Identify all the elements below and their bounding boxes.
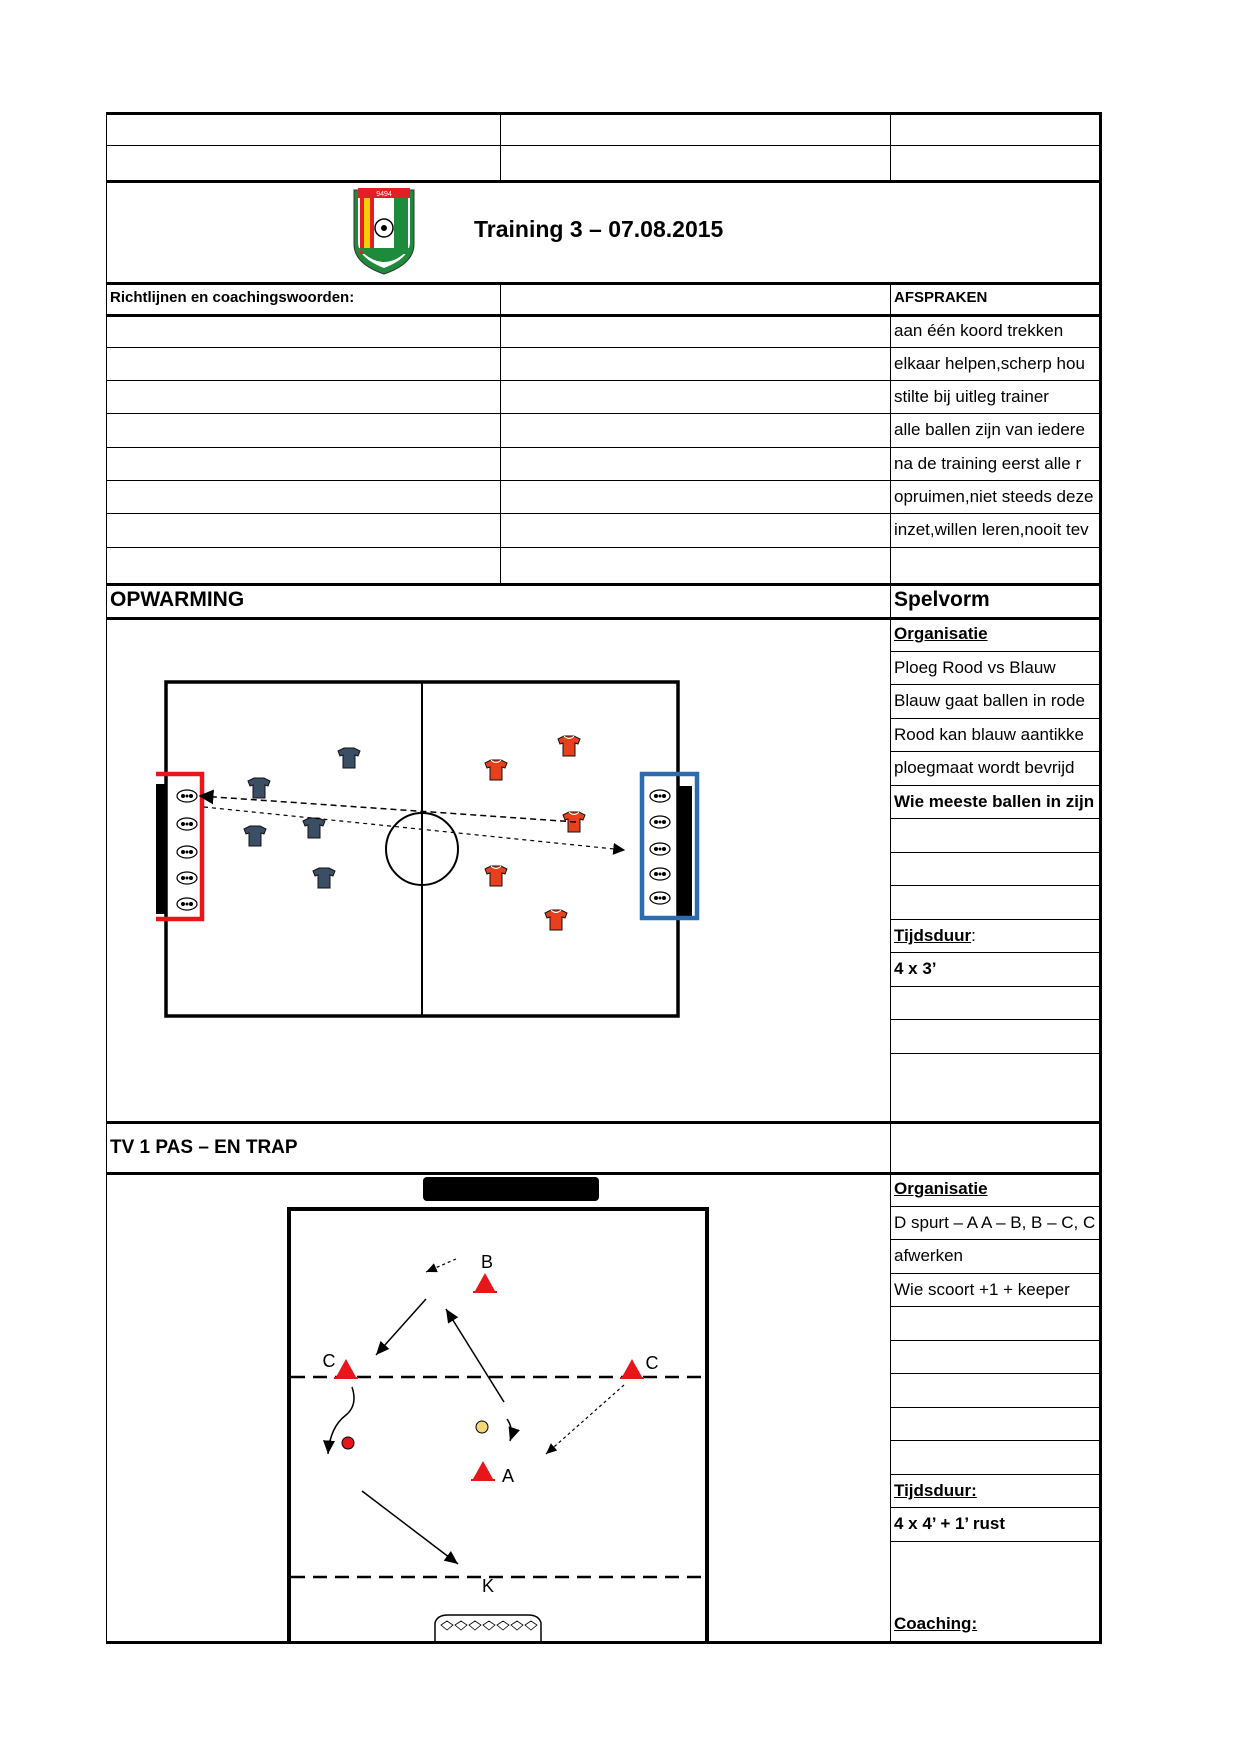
grid-line — [106, 1121, 1102, 1124]
grid-line — [890, 1019, 1102, 1020]
ball — [177, 898, 197, 910]
arrow — [362, 1491, 458, 1564]
ball — [650, 892, 670, 904]
section2-organisatie-item: D spurt – A A – B, B – C, C — [894, 1213, 1096, 1232]
grid-line — [890, 1306, 1102, 1307]
grid-line — [890, 818, 1102, 819]
logo-text: 9494 — [376, 191, 392, 198]
grid-line — [890, 1340, 1102, 1341]
section1-title: OPWARMING — [110, 588, 245, 611]
grid-line — [890, 986, 1102, 987]
section1-goal-line: Wie meeste ballen in zijn — [894, 792, 1095, 811]
afspraak-item: opruimen,niet steeds deze — [894, 487, 1094, 506]
grid-line — [106, 145, 1102, 146]
label-k: K — [481, 1576, 495, 1596]
grid-line — [890, 1440, 1102, 1441]
ball — [650, 790, 670, 802]
section1-organisatie-label: Organisatie — [894, 624, 988, 643]
section1-tijdsduur-value: 4 x 3’ — [894, 959, 937, 978]
section2-tijdsduur-label: Tijdsduur: — [894, 1481, 977, 1500]
arrow — [446, 1309, 504, 1402]
ball — [650, 868, 670, 880]
label-b: B — [480, 1252, 494, 1272]
grid-line — [890, 112, 891, 180]
mini-goal-net — [435, 1615, 541, 1641]
grid-line — [500, 112, 501, 180]
section1-organisatie-item: Ploeg Rood vs Blauw — [894, 658, 1056, 677]
afspraken-header: AFSPRAKEN — [894, 289, 988, 306]
section1-organisatie-item: Rood kan blauw aantikke — [894, 725, 1084, 744]
section1-organisatie-item: ploegmaat wordt bevrijd — [894, 758, 1075, 777]
page-title: Training 3 – 07.08.2015 — [474, 216, 724, 242]
section2-coaching-label: Coaching: — [894, 1614, 978, 1633]
afspraak-item: stilte bij uitleg trainer — [894, 387, 1049, 406]
guidelines-label: Richtlijnen en coachingswoorden: — [110, 289, 355, 306]
label-c-left: C — [322, 1351, 336, 1371]
arrow — [507, 1419, 511, 1441]
cone-c-left — [334, 1359, 358, 1378]
club-logo — [352, 186, 416, 276]
ball — [650, 843, 670, 855]
grid-line — [890, 1373, 1102, 1374]
section2-title: TV 1 PAS – EN TRAP — [110, 1137, 298, 1158]
right-goal — [678, 786, 692, 916]
grid-line — [106, 112, 107, 1643]
grid-line — [106, 180, 1102, 183]
afspraak-item: alle ballen zijn van iedere — [894, 420, 1085, 439]
ball — [177, 818, 197, 830]
player-dot-red — [342, 1437, 354, 1449]
ball — [650, 816, 670, 828]
arrow — [376, 1299, 426, 1355]
afspraak-item: elkaar helpen,scherp hou — [894, 354, 1085, 373]
tijdsduur-suffix: : — [971, 926, 976, 945]
grid-line — [890, 1053, 1102, 1054]
ball — [177, 872, 197, 884]
section1-organisatie-item: Blauw gaat ballen in rode — [894, 691, 1085, 710]
section2-organisatie-item: afwerken — [894, 1246, 963, 1265]
afspraak-item: aan één koord trekken — [894, 321, 1064, 340]
label-c-right: C — [645, 1353, 659, 1373]
cone-a — [471, 1461, 495, 1480]
grid-line — [890, 852, 1102, 853]
grid-line — [106, 112, 1102, 115]
section1-side-title: Spelvorm — [894, 588, 990, 611]
passing-drill-diagram — [186, 1177, 786, 1641]
cone-b — [473, 1273, 497, 1292]
ball — [177, 790, 197, 802]
cone-c-right — [620, 1359, 644, 1378]
grid-line — [106, 547, 1102, 548]
afspraak-item: inzet,willen leren,nooit tev — [894, 520, 1089, 539]
section2-organisatie-label: Organisatie — [894, 1179, 988, 1198]
afspraak-item: na de training eerst alle r — [894, 454, 1082, 473]
ball — [177, 846, 197, 858]
section1-tijdsduur — [890, 920, 1100, 952]
grid-line — [890, 1541, 1102, 1542]
warmup-pitch-diagram — [156, 672, 736, 1062]
grid-line — [890, 885, 1102, 886]
label-a: A — [501, 1466, 515, 1486]
arrow — [426, 1259, 456, 1272]
section2-tijdsduur-value: 4 x 4’ + 1’ rust — [894, 1514, 1006, 1533]
left-goal — [156, 784, 166, 914]
player-dot-yellow — [476, 1421, 488, 1433]
grid-line — [890, 1407, 1102, 1408]
grid-line — [500, 282, 501, 583]
tijdsduur-label: Tijdsduur — [894, 926, 972, 945]
goal-bar — [423, 1177, 599, 1201]
section2-organisatie-item: Wie scoort +1 + keeper — [894, 1280, 1070, 1299]
arrow — [546, 1385, 624, 1454]
grid-line — [106, 1641, 1102, 1644]
